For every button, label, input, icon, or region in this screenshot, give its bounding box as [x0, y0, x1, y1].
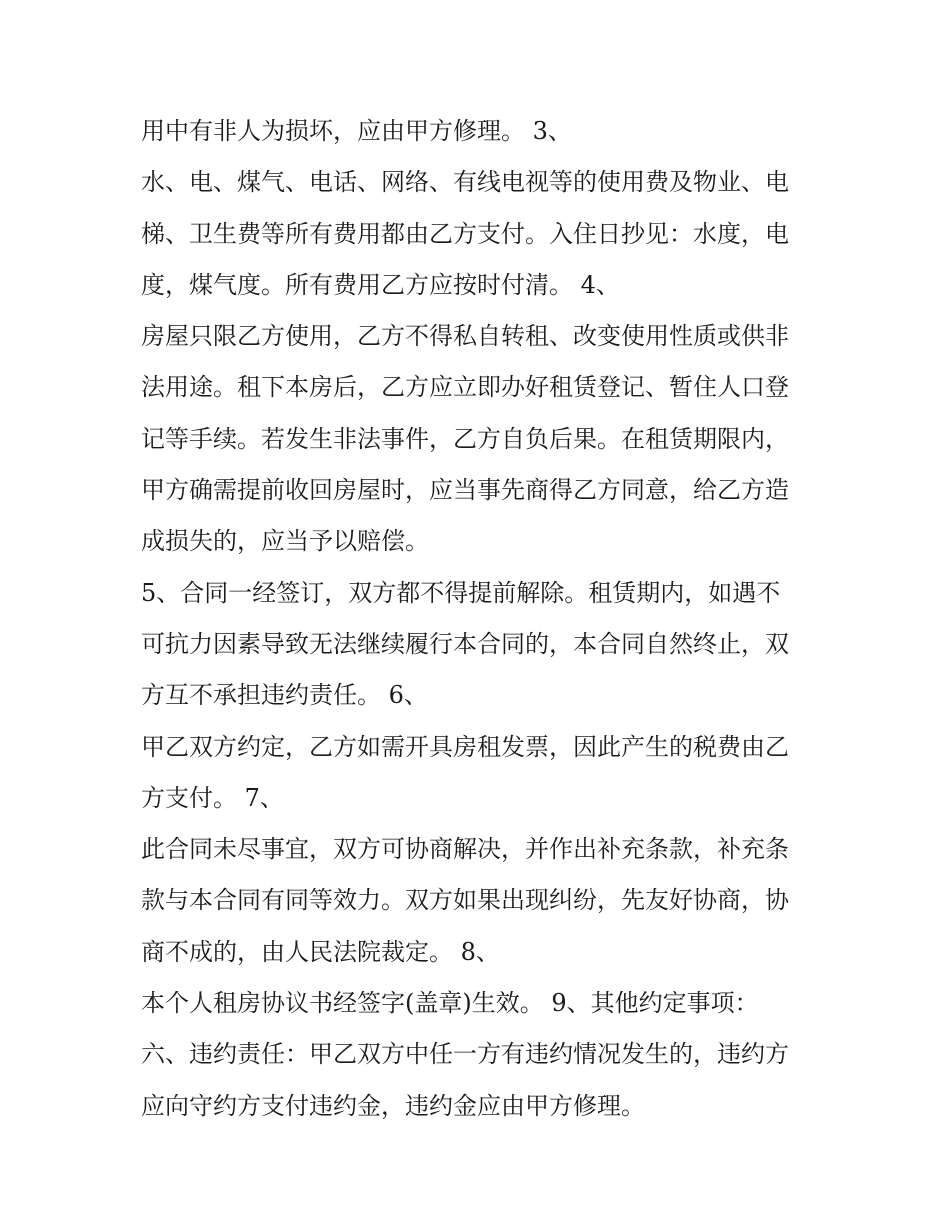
text-line: 方支付。 7、 — [141, 783, 284, 812]
text-line: 房屋只限乙方使用，乙方不得私自转租、改变使用性质或供非 — [141, 322, 789, 351]
text-line: 应向守约方支付违约金，违约金应由甲方修理。 — [141, 1091, 645, 1120]
text-line: 成损失的，应当予以赔偿。 — [141, 527, 429, 556]
text-line: 此合同未尽事宜，双方可协商解决，并作出补充条款，补充条 — [141, 835, 789, 864]
text-line: 本个人租房协议书经签字(盖章)生效。 9、其他约定事项： — [141, 989, 759, 1018]
text-line: 5、合同一经签订，双方都不得提前解除。租赁期内，如遇不 — [141, 578, 781, 607]
text-line: 六、违约责任：甲乙双方中任一方有违约情况发生的，违约方 — [141, 1040, 789, 1069]
text-line: 记等手续。若发生非法事件，乙方自负后果。在租赁期限内， — [141, 424, 789, 453]
text-line: 款与本合同有同等效力。双方如果出现纠纷，先友好协商，协 — [141, 886, 789, 915]
contract-text — [141, 106, 821, 1132]
text-line: 甲方确需提前收回房屋时，应当事先商得乙方同意，给乙方造 — [141, 476, 789, 505]
text-line: 商不成的，由人民法院裁定。 8、 — [141, 937, 500, 966]
text-line: 梯、卫生费等所有费用都由乙方支付。入住日抄见：水度，电 — [141, 219, 789, 248]
text-line: 用中有非人为损坏，应由甲方修理。 3、 — [141, 117, 572, 145]
text-line: 甲乙双方约定，乙方如需开具房租发票，因此产生的税费由乙 — [141, 732, 789, 761]
text-line: 法用途。租下本房后，乙方应立即办好租赁登记、暂住人口登 — [141, 373, 789, 402]
text-line: 可抗力因素导致无法继续履行本合同的，本合同自然终止，双 — [141, 629, 789, 658]
text-line: 水、电、煤气、电话、网络、有线电视等的使用费及物业、电 — [141, 168, 789, 197]
text-line: 方互不承担违约责任。 6、 — [141, 681, 428, 710]
text-line: 度，煤气度。所有费用乙方应按时付清。 4、 — [141, 270, 620, 299]
